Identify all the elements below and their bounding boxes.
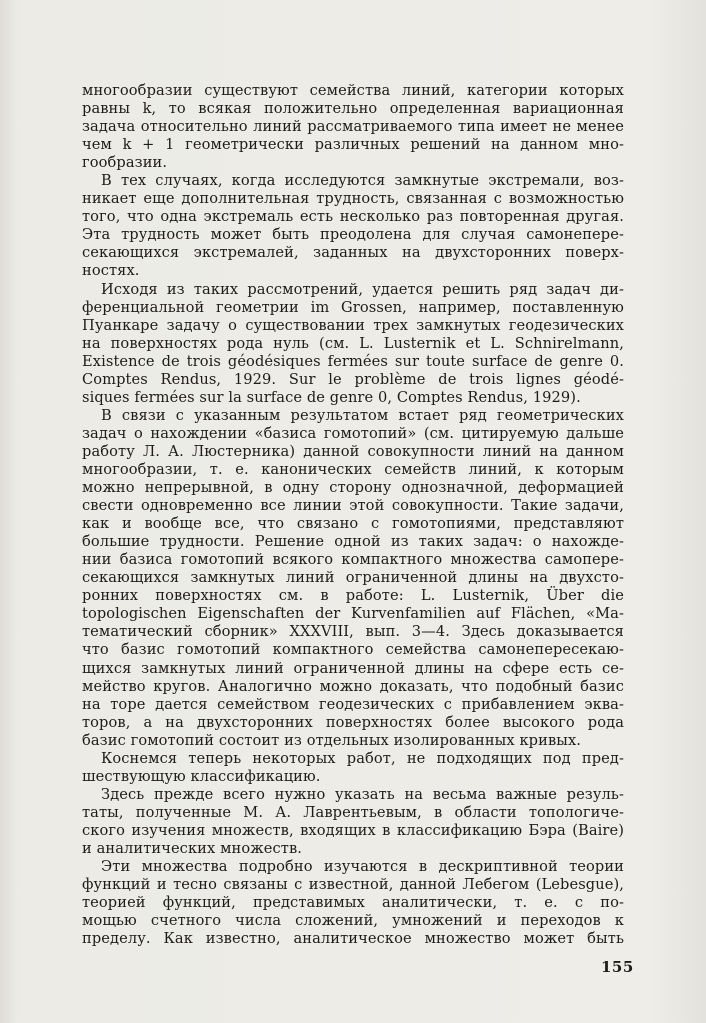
text-line: siques fermées sur la surface de genre 0, Comptes Rendus, 1929). xyxy=(82,388,581,406)
text-line: Эта трудность может быть преодолена для случая самонепере- xyxy=(82,226,624,244)
text-line: щихся замкнутых линий ограниченной длины на сфере есть се- xyxy=(82,659,624,677)
text-line: теорией функций, представимых аналитически, т. е. с по- xyxy=(82,894,624,912)
text-line: topologischen Eigenschaften der Kurvenfamilien auf Flächen, «Ма- xyxy=(82,605,624,623)
text-line: Здесь прежде всего нужно указать на весьма важные резуль- xyxy=(101,785,624,803)
text-line: того, что одна экстремаль есть несколько раз повторенная другая. xyxy=(82,208,624,226)
text-line: и аналитических множеств. xyxy=(82,839,302,857)
text-line: чем k + 1 геометрически различных решений на данном мно- xyxy=(82,136,624,154)
text-line: на торе дается семейством геодезических с прибавлением эква- xyxy=(82,695,624,713)
text-line: многообразии, т. е. канонических семейств линий, к которым xyxy=(82,460,624,478)
text-line: торов, а на двухсторонних поверхностях более высокого рода xyxy=(82,713,624,731)
text-line: Пуанкаре задачу о существовании трех замкнутых геодезических xyxy=(82,316,624,334)
text-line: функций и тесно связаны с известной, данной Лебегом (Lebesgue), xyxy=(82,876,624,894)
text-line: таты, полученные М. А. Лаврентьевым, в области топологиче- xyxy=(82,803,624,821)
text-line: задач о нахождении «базиса гомотопий» (см. цитируемую дальше xyxy=(82,424,624,442)
text-line: мощью счетного числа сложений, умножений и переходов к xyxy=(82,912,624,930)
text-line: базис гомотопий состоит из отдельных изолированных кривых. xyxy=(82,731,582,749)
text-line: Эти множества подробно изучаются в дескриптивной теории xyxy=(101,858,624,876)
text-line: В связи с указанным результатом встает ряд геометрических xyxy=(101,406,624,424)
page-body-text xyxy=(82,82,624,948)
text-line: свести одновременно все линии этой совокупности. Такие задачи, xyxy=(82,497,624,515)
text-line: Existence de trois géodésiques fermées sur toute surface de genre 0. xyxy=(82,352,624,370)
text-line: секающихся экстремалей, заданных на двухсторонних поверх- xyxy=(82,244,624,262)
text-line: большие трудности. Решение одной из таких задач: о нахожде- xyxy=(82,533,624,551)
text-line: многообразии существуют семейства линий, категории которых xyxy=(82,82,624,99)
text-line: равны k, то всякая положительно определенная вариационная xyxy=(82,100,624,118)
text-line: секающихся замкнутых линий ограниченной длины на двухсто- xyxy=(82,569,624,587)
text-line: ностях. xyxy=(82,262,140,280)
text-line: мейство кругов. Аналогично можно доказать, что подобный базис xyxy=(82,677,624,695)
text-line: можно непрерывной, в одну сторону однозначной, деформацией xyxy=(82,479,624,497)
text-line: ронних поверхностях см. в работе: L. Lusternik, Über die xyxy=(82,587,624,605)
text-line: работу Л. А. Люстерника) данной совокупности линий на данном xyxy=(82,442,624,460)
text-line: как и вообще все, что связано с гомотопиями, представляют xyxy=(82,515,624,533)
text-line: никает еще дополнительная трудность, связанная с возможностью xyxy=(82,190,624,208)
page-number: 155 xyxy=(601,958,634,976)
text-line: шествующую классификацию. xyxy=(82,767,321,785)
text-line: на поверхностях рода нуль (см. L. Lusternik et L. Schnirelmann, xyxy=(82,334,624,352)
text-line: что базис гомотопий компактного семейства самонепересекаю- xyxy=(82,641,624,659)
text-line: гообразии. xyxy=(82,154,168,172)
text-line: нии базиса гомотопий всякого компактного множества самопере- xyxy=(82,551,624,569)
text-line: тематический сборник» XXXVIII, вып. 3—4. Здесь доказывается xyxy=(82,623,624,641)
text-line: ференциальной геометрии im Grossen, например, поставленную xyxy=(82,298,624,316)
text-line: Comptes Rendus, 1929. Sur le problème de trois lignes géodé- xyxy=(82,370,624,388)
text-line: пределу. Как известно, аналитическое множество может быть xyxy=(82,930,624,948)
text-line: Коснемся теперь некоторых работ, не подходящих под пред- xyxy=(101,749,624,767)
text-line: ского изучения множеств, входящих в классификацию Бэра (Baire) xyxy=(82,821,624,839)
text-line: Исходя из таких рассмотрений, удается решить ряд задач ди- xyxy=(101,280,624,298)
text-line: задача относительно линий рассматриваемого типа имеет не менее xyxy=(82,118,624,136)
text-line: В тех случаях, когда исследуются замкнутые экстремали, воз- xyxy=(101,172,624,190)
